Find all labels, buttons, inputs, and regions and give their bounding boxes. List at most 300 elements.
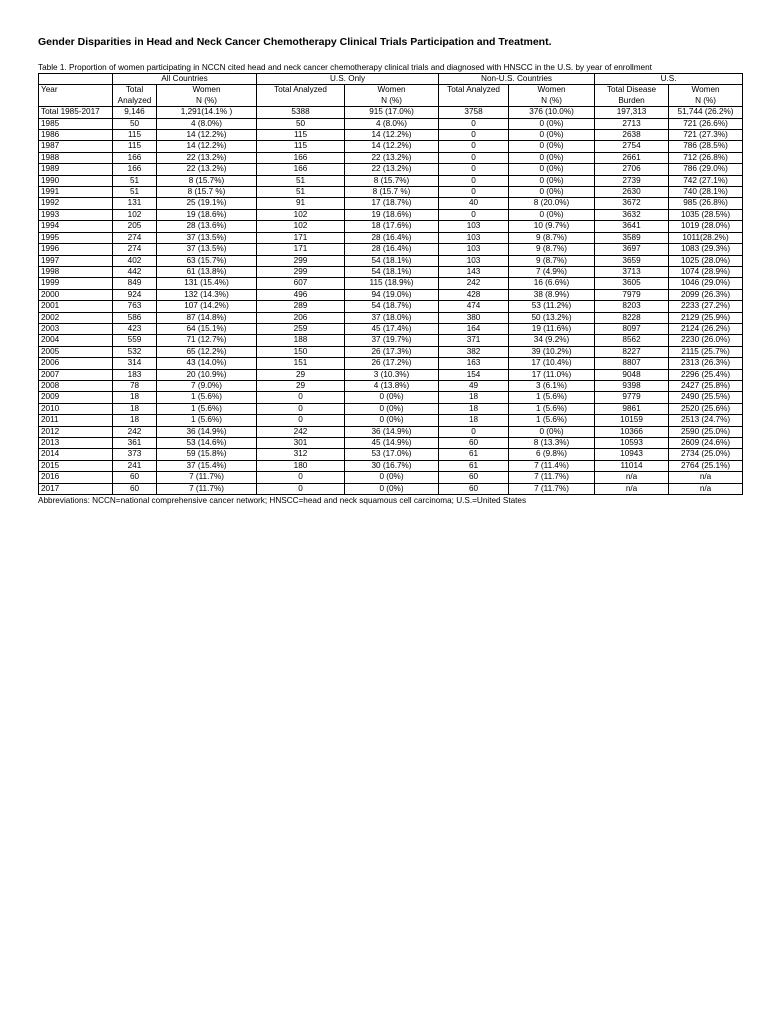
- table-cell: 54 (18.1%): [345, 266, 439, 277]
- table-cell: 64 (15.1%): [157, 323, 257, 334]
- table-cell: 1074 (28.9%): [669, 266, 743, 277]
- table-cell: 1 (5.6%): [157, 392, 257, 403]
- group-header-all-countries: All Countries: [113, 74, 257, 85]
- table-cell: 0: [257, 403, 345, 414]
- table-cell: 3 (6.1%): [509, 380, 595, 391]
- table-row: [39, 415, 743, 426]
- row-year-cell: 1992: [39, 198, 113, 209]
- table-cell: 0: [439, 152, 509, 163]
- group-header-row: [39, 74, 743, 85]
- table-cell: 3605: [595, 278, 669, 289]
- table-cell: 43 (14.0%): [157, 358, 257, 369]
- table-row: [39, 278, 743, 289]
- table-cell: n/a: [669, 472, 743, 483]
- table-cell: 2230 (26.0%): [669, 335, 743, 346]
- table-cell: n/a: [595, 483, 669, 494]
- table-cell: 289: [257, 301, 345, 312]
- column-header-row: [39, 85, 743, 107]
- row-year-cell: 2002: [39, 312, 113, 323]
- table-cell: 3659: [595, 255, 669, 266]
- table-cell: 0: [439, 209, 509, 220]
- row-year-cell: 1997: [39, 255, 113, 266]
- table-cell: 53 (14.6%): [157, 438, 257, 449]
- table-cell: 59 (15.8%): [157, 449, 257, 460]
- table-cell: 786 (29.0%): [669, 164, 743, 175]
- table-cell: 50 (13.2%): [509, 312, 595, 323]
- table-cell: 2296 (25.4%): [669, 369, 743, 380]
- table-cell: 102: [257, 209, 345, 220]
- table-cell: 19 (11.6%): [509, 323, 595, 334]
- table-cell: 0 (0%): [345, 403, 439, 414]
- group-header-spacer: [39, 74, 113, 85]
- table-cell: 496: [257, 289, 345, 300]
- table-cell: 2609 (24.6%): [669, 438, 743, 449]
- table-row: [39, 130, 743, 141]
- table-cell: 0: [439, 130, 509, 141]
- table-cell: 373: [113, 449, 157, 460]
- group-header-us: U.S.: [595, 74, 743, 85]
- table-cell: 151: [257, 358, 345, 369]
- column-header-total-analyzed-all: Total Analyzed: [113, 85, 157, 107]
- table-cell: 8228: [595, 312, 669, 323]
- table-cell: 14 (12.2%): [157, 141, 257, 152]
- table-cell: 7 (11.7%): [157, 472, 257, 483]
- table-cell: 103: [439, 232, 509, 243]
- table-cell: 2490 (25.5%): [669, 392, 743, 403]
- table-cell: 442: [113, 266, 157, 277]
- table-cell: 763: [113, 301, 157, 312]
- table-cell: 18: [113, 415, 157, 426]
- table-cell: 107 (14.2%): [157, 301, 257, 312]
- row-year-cell: 2012: [39, 426, 113, 437]
- table-cell: 166: [257, 164, 345, 175]
- table-row: [39, 232, 743, 243]
- table-cell: 740 (28.1%): [669, 187, 743, 198]
- table-cell: 786 (28.5%): [669, 141, 743, 152]
- table-cell: 30 (16.7%): [345, 460, 439, 471]
- row-year-cell: 2007: [39, 369, 113, 380]
- table-cell: n/a: [595, 472, 669, 483]
- table-cell: 18: [439, 415, 509, 426]
- table-row: [39, 266, 743, 277]
- table-row: [39, 301, 743, 312]
- document-page: [38, 36, 742, 505]
- table-cell: 721 (26.6%): [669, 118, 743, 129]
- table-cell: 10943: [595, 449, 669, 460]
- row-year-cell: 1990: [39, 175, 113, 186]
- table-cell: 242: [257, 426, 345, 437]
- row-year-cell: 1987: [39, 141, 113, 152]
- table-cell: 166: [257, 152, 345, 163]
- table-cell: 14 (12.2%): [157, 130, 257, 141]
- table-row: [39, 460, 743, 471]
- table-cell: 2427 (25.8%): [669, 380, 743, 391]
- table-cell: 25 (19.1%): [157, 198, 257, 209]
- table-cell: 0 (0%): [509, 164, 595, 175]
- table-cell: 849: [113, 278, 157, 289]
- table-cell: 91: [257, 198, 345, 209]
- table-cell: 102: [113, 209, 157, 220]
- table-cell: 274: [113, 232, 157, 243]
- row-year-cell: 2003: [39, 323, 113, 334]
- table-cell: 14 (12.2%): [345, 141, 439, 152]
- table-cell: 1083 (29.3%): [669, 244, 743, 255]
- table-cell: 3672: [595, 198, 669, 209]
- row-year-cell: 2001: [39, 301, 113, 312]
- table-cell: 10 (9.7%): [509, 221, 595, 232]
- table-cell: 164: [439, 323, 509, 334]
- row-year-cell: 2011: [39, 415, 113, 426]
- row-year-cell: 1988: [39, 152, 113, 163]
- table-cell: 7 (9.0%): [157, 380, 257, 391]
- table-cell: 115: [113, 141, 157, 152]
- table-cell: 380: [439, 312, 509, 323]
- table-cell: 60: [439, 438, 509, 449]
- column-header-women-non-us: Women N (%): [509, 85, 595, 107]
- table-cell: 10593: [595, 438, 669, 449]
- table-cell: 49: [439, 380, 509, 391]
- table-cell: 0: [439, 426, 509, 437]
- column-header-women-us: Women N (%): [669, 85, 743, 107]
- table-cell: 102: [257, 221, 345, 232]
- table-cell: 205: [113, 221, 157, 232]
- table-cell: 65 (12.2%): [157, 346, 257, 357]
- table-cell: 8 (13.3%): [509, 438, 595, 449]
- table-cell: 8203: [595, 301, 669, 312]
- table-cell: 45 (14.9%): [345, 438, 439, 449]
- table-cell: 40: [439, 198, 509, 209]
- table-row: [39, 164, 743, 175]
- table-cell: 586: [113, 312, 157, 323]
- table-cell: 2734 (25.0%): [669, 449, 743, 460]
- table-cell: 1 (5.6%): [509, 415, 595, 426]
- table-cell: 22 (13.2%): [345, 164, 439, 175]
- table-cell: 5388: [257, 107, 345, 118]
- table-cell: 0 (0%): [345, 483, 439, 494]
- table-cell: 3 (10.3%): [345, 369, 439, 380]
- table-cell: 115: [257, 141, 345, 152]
- table-row: [39, 472, 743, 483]
- table-cell: 11014: [595, 460, 669, 471]
- table-cell: 39 (10.2%): [509, 346, 595, 357]
- table-cell: 9 (8.7%): [509, 232, 595, 243]
- table-cell: 0 (0%): [509, 175, 595, 186]
- table-cell: 1 (5.6%): [509, 403, 595, 414]
- table-cell: 2099 (26.3%): [669, 289, 743, 300]
- table-cell: 242: [113, 426, 157, 437]
- table-cell: 9398: [595, 380, 669, 391]
- row-year-cell: 2010: [39, 403, 113, 414]
- row-year-cell: 2014: [39, 449, 113, 460]
- table-cell: 61 (13.8%): [157, 266, 257, 277]
- table-cell: 1 (5.6%): [157, 415, 257, 426]
- table-caption: Table 1. Proportion of women participating in NCCN cited head and neck cancer chemotherapy clinical trials and diagnosed with HNSCC in the U.S. by year of enrollment: [38, 63, 652, 72]
- row-year-cell: 2013: [39, 438, 113, 449]
- table-cell: 712 (26.8%): [669, 152, 743, 163]
- row-year-cell: 2017: [39, 483, 113, 494]
- table-cell: 7 (4.9%): [509, 266, 595, 277]
- table-cell: 34 (9.2%): [509, 335, 595, 346]
- table-cell: 4 (8.0%): [157, 118, 257, 129]
- table-cell: 1035 (28.5%): [669, 209, 743, 220]
- table-cell: 9779: [595, 392, 669, 403]
- table-cell: 132 (14.3%): [157, 289, 257, 300]
- table-row: [39, 358, 743, 369]
- table-cell: 8097: [595, 323, 669, 334]
- table-cell: 314: [113, 358, 157, 369]
- table-cell: 2764 (25.1%): [669, 460, 743, 471]
- table-row: [39, 438, 743, 449]
- table-cell: 0 (0%): [509, 152, 595, 163]
- table-row: [39, 289, 743, 300]
- table-row: [39, 152, 743, 163]
- table-cell: 428: [439, 289, 509, 300]
- table-cell: 166: [113, 164, 157, 175]
- table-row: [39, 141, 743, 152]
- table-cell: 10366: [595, 426, 669, 437]
- table-cell: 2520 (25.6%): [669, 403, 743, 414]
- table-cell: 8807: [595, 358, 669, 369]
- table-row: [39, 323, 743, 334]
- row-year-cell: 2000: [39, 289, 113, 300]
- row-year-cell: 1994: [39, 221, 113, 232]
- table-cell: 18: [113, 403, 157, 414]
- column-header-total-disease-burden-us: Total Disease Burden: [595, 85, 669, 107]
- table-cell: 2630: [595, 187, 669, 198]
- row-year-cell: 2006: [39, 358, 113, 369]
- row-year-cell: 1996: [39, 244, 113, 255]
- table-cell: 4 (8.0%): [345, 118, 439, 129]
- table-cell: 16 (6.6%): [509, 278, 595, 289]
- table-cell: 299: [257, 255, 345, 266]
- table-cell: 103: [439, 221, 509, 232]
- table-cell: 53 (11.2%): [509, 301, 595, 312]
- table-cell: 53 (17.0%): [345, 449, 439, 460]
- table-cell: 0: [439, 164, 509, 175]
- table-cell: 28 (16.4%): [345, 232, 439, 243]
- table-cell: 721 (27.3%): [669, 130, 743, 141]
- table-cell: 163: [439, 358, 509, 369]
- table-cell: 8 (15.7 %): [345, 187, 439, 198]
- table-cell: 60: [113, 472, 157, 483]
- column-header-total-analyzed-non-us: Total Analyzed: [439, 85, 509, 107]
- table-cell: 1025 (28.0%): [669, 255, 743, 266]
- table-cell: 1046 (29.0%): [669, 278, 743, 289]
- table-cell: 301: [257, 438, 345, 449]
- table-cell: 18: [113, 392, 157, 403]
- table-cell: 154: [439, 369, 509, 380]
- table-cell: 2513 (24.7%): [669, 415, 743, 426]
- table-cell: 0 (0%): [345, 415, 439, 426]
- table-cell: 115: [113, 130, 157, 141]
- table-cell: 2638: [595, 130, 669, 141]
- table-cell: 0 (0%): [509, 209, 595, 220]
- table-cell: 63 (15.7%): [157, 255, 257, 266]
- row-year-cell: 2004: [39, 335, 113, 346]
- table-cell: 37 (13.5%): [157, 232, 257, 243]
- table-cell: 131 (15.4%): [157, 278, 257, 289]
- table-cell: 38 (8.9%): [509, 289, 595, 300]
- table-cell: 71 (12.7%): [157, 335, 257, 346]
- table-cell: 37 (18.0%): [345, 312, 439, 323]
- table-cell: 242: [439, 278, 509, 289]
- table-cell: 17 (11.0%): [509, 369, 595, 380]
- data-table: [38, 73, 743, 495]
- table-cell: 0 (0%): [509, 118, 595, 129]
- table-cell: 3589: [595, 232, 669, 243]
- table-cell: 2706: [595, 164, 669, 175]
- table-cell: 115 (18.9%): [345, 278, 439, 289]
- table-row: [39, 392, 743, 403]
- table-cell: 3758: [439, 107, 509, 118]
- table-cell: 0 (0%): [509, 187, 595, 198]
- table-cell: 87 (14.8%): [157, 312, 257, 323]
- row-year-cell: 2005: [39, 346, 113, 357]
- table-cell: 299: [257, 266, 345, 277]
- row-year-cell: 1985: [39, 118, 113, 129]
- table-cell: 17 (18.7%): [345, 198, 439, 209]
- table-cell: 2754: [595, 141, 669, 152]
- table-cell: 50: [113, 118, 157, 129]
- table-cell: 1019 (28.0%): [669, 221, 743, 232]
- table-cell: 54 (18.1%): [345, 255, 439, 266]
- table-row: [39, 335, 743, 346]
- table-cell: 197,313: [595, 107, 669, 118]
- table-row: [39, 449, 743, 460]
- row-year-cell: 1995: [39, 232, 113, 243]
- table-cell: 8 (20.0%): [509, 198, 595, 209]
- table-cell: 18: [439, 392, 509, 403]
- table-cell: 0: [439, 118, 509, 129]
- table-cell: 54 (18.7%): [345, 301, 439, 312]
- table-cell: 0: [257, 472, 345, 483]
- table-cell: 9861: [595, 403, 669, 414]
- row-year-cell: 1999: [39, 278, 113, 289]
- table-cell: 171: [257, 244, 345, 255]
- table-cell: 0: [439, 175, 509, 186]
- table-cell: 0: [257, 415, 345, 426]
- table-cell: 0: [257, 392, 345, 403]
- table-cell: 22 (13.2%): [157, 152, 257, 163]
- table-row: [39, 255, 743, 266]
- table-cell: 7 (11.7%): [509, 472, 595, 483]
- table-cell: 60: [113, 483, 157, 494]
- table-cell: 3713: [595, 266, 669, 277]
- table-row: [39, 107, 743, 118]
- table-cell: 26 (17.2%): [345, 358, 439, 369]
- table-cell: 51,744 (26.2%): [669, 107, 743, 118]
- document-title: Gender Disparities in Head and Neck Cancer Chemotherapy Clinical Trials Participation and Treatment.: [38, 36, 552, 48]
- table-cell: 166: [113, 152, 157, 163]
- table-cell: 2233 (27.2%): [669, 301, 743, 312]
- table-cell: 2661: [595, 152, 669, 163]
- table-cell: 51: [257, 187, 345, 198]
- table-row: [39, 346, 743, 357]
- table-cell: 188: [257, 335, 345, 346]
- table-row: [39, 187, 743, 198]
- table-cell: 8 (15.7 %): [157, 187, 257, 198]
- table-cell: 607: [257, 278, 345, 289]
- row-year-cell: 1986: [39, 130, 113, 141]
- table-cell: 103: [439, 255, 509, 266]
- table-cell: 259: [257, 323, 345, 334]
- table-cell: 8227: [595, 346, 669, 357]
- table-cell: 20 (10.9%): [157, 369, 257, 380]
- table-cell: 7 (11.7%): [157, 483, 257, 494]
- table-cell: 7 (11.4%): [509, 460, 595, 471]
- table-cell: 9048: [595, 369, 669, 380]
- table-cell: 2590 (25.0%): [669, 426, 743, 437]
- table-cell: 7979: [595, 289, 669, 300]
- table-cell: 28 (16.4%): [345, 244, 439, 255]
- row-year-cell: Total 1985-2017: [39, 107, 113, 118]
- table-cell: 274: [113, 244, 157, 255]
- table-cell: 3632: [595, 209, 669, 220]
- table-row: [39, 426, 743, 437]
- table-cell: 51: [113, 175, 157, 186]
- table-cell: 376 (10.0%): [509, 107, 595, 118]
- table-row: [39, 403, 743, 414]
- table-cell: 36 (14.9%): [345, 426, 439, 437]
- table-cell: 37 (19.7%): [345, 335, 439, 346]
- table-cell: 18: [439, 403, 509, 414]
- table-cell: 22 (13.2%): [345, 152, 439, 163]
- table-cell: 94 (19.0%): [345, 289, 439, 300]
- table-cell: 915 (17.0%): [345, 107, 439, 118]
- row-year-cell: 2016: [39, 472, 113, 483]
- table-cell: 206: [257, 312, 345, 323]
- row-year-cell: 2009: [39, 392, 113, 403]
- column-header-year: Year: [39, 85, 113, 107]
- table-cell: 559: [113, 335, 157, 346]
- group-header-non-us: Non-U.S. Countries: [439, 74, 595, 85]
- table-cell: 9 (8.7%): [509, 244, 595, 255]
- table-cell: 382: [439, 346, 509, 357]
- table-cell: 241: [113, 460, 157, 471]
- table-cell: 4 (13.8%): [345, 380, 439, 391]
- row-year-cell: 2008: [39, 380, 113, 391]
- column-header-women-all: Women N (%): [157, 85, 257, 107]
- table-cell: 0 (0%): [345, 392, 439, 403]
- table-cell: 51: [113, 187, 157, 198]
- table-cell: 131: [113, 198, 157, 209]
- table-cell: 2115 (25.7%): [669, 346, 743, 357]
- column-header-total-analyzed-us-only: Total Analyzed: [257, 85, 345, 107]
- table-cell: 2313 (26.3%): [669, 358, 743, 369]
- table-cell: 312: [257, 449, 345, 460]
- table-cell: 14 (12.2%): [345, 130, 439, 141]
- table-cell: 29: [257, 369, 345, 380]
- table-cell: 103: [439, 244, 509, 255]
- table-cell: 0: [439, 141, 509, 152]
- table-cell: 28 (13.6%): [157, 221, 257, 232]
- table-cell: 115: [257, 130, 345, 141]
- table-cell: 18 (17.6%): [345, 221, 439, 232]
- row-year-cell: 2015: [39, 460, 113, 471]
- table-cell: 0 (0%): [509, 130, 595, 141]
- table-cell: 36 (14.9%): [157, 426, 257, 437]
- table-cell: 6 (9.8%): [509, 449, 595, 460]
- table-cell: 474: [439, 301, 509, 312]
- table-cell: 61: [439, 449, 509, 460]
- table-cell: 50: [257, 118, 345, 129]
- table-row: [39, 380, 743, 391]
- table-cell: 1011(28.2%): [669, 232, 743, 243]
- table-cell: 45 (17.4%): [345, 323, 439, 334]
- table-cell: 7 (11.7%): [509, 483, 595, 494]
- table-cell: 3641: [595, 221, 669, 232]
- table-cell: 2129 (25.9%): [669, 312, 743, 323]
